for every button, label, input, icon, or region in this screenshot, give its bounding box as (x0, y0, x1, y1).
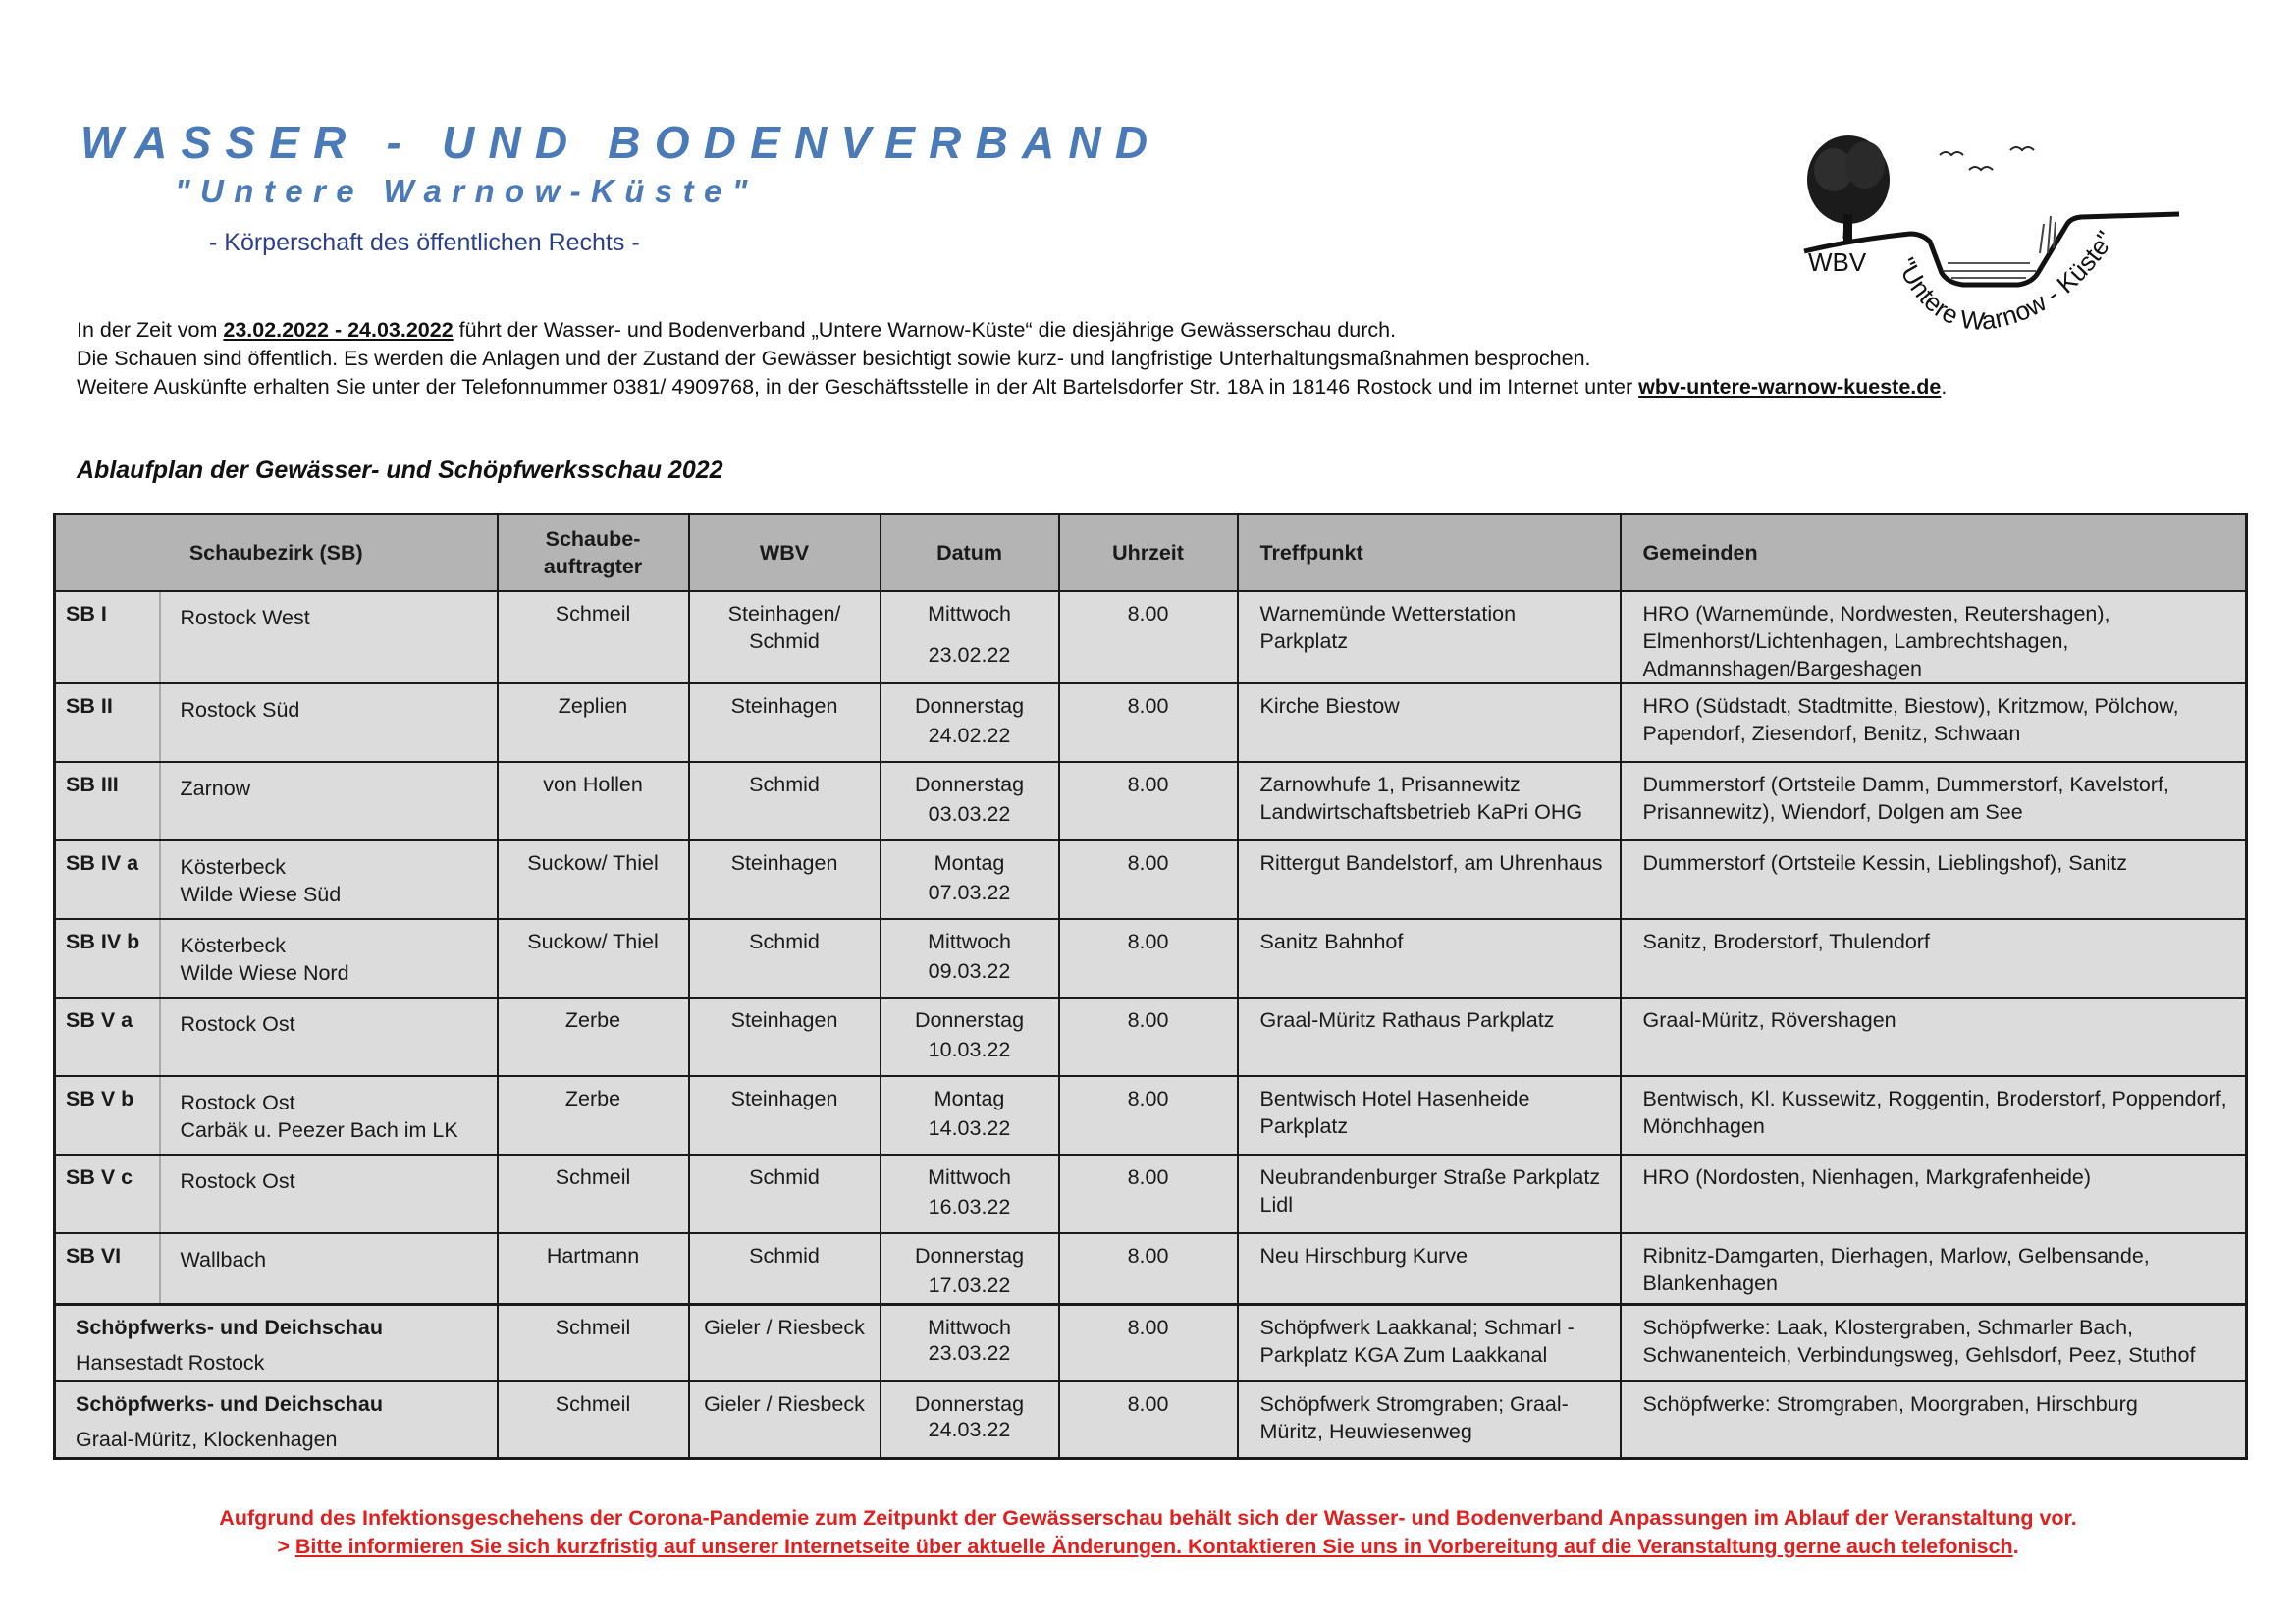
table-row (55, 998, 2247, 1076)
wbv-logo (1794, 116, 2187, 344)
org-subname: "Untere Warnow-Küste" (175, 173, 758, 209)
inspector: Suckow/ Thiel (498, 840, 689, 919)
weekday: Mittwoch (928, 602, 1011, 625)
sb-code: SB I (55, 591, 160, 683)
logo-abbr: WBV (1808, 247, 1867, 277)
pump-station-location: Hansestadt Rostock (76, 1351, 265, 1375)
sb-code: SB V b (55, 1076, 160, 1155)
legal-form: - Körperschaft des öffentlichen Rechts - (209, 229, 640, 256)
municipalities: HRO (Warnemünde, Nordwesten, Reutershagen), Elmenhorst/Lichtenhagen, Lambrechtshagen, Admannshagen/Bargeshagen (1621, 591, 2247, 683)
time: 8.00 (1059, 762, 1238, 840)
schedule-table (53, 513, 2248, 1314)
table-header-row (55, 514, 2247, 592)
weekday: Donnerstag (914, 1008, 1025, 1032)
sb-code: SB II (55, 683, 160, 762)
time: 8.00 (1059, 919, 1238, 998)
website-link[interactable]: wbv-untere-warnow-kueste.de (1638, 375, 1942, 399)
meeting-point: Sanitz Bahnhof (1238, 919, 1621, 998)
sb-code: SB V a (55, 998, 160, 1076)
meeting-point: Schöpfwerk Laakkanal; Schmarl - Parkplatz KGA Zum Laakkanal (1238, 1305, 1621, 1382)
meeting-point: Warnemünde Wetterstation Parkplatz (1238, 591, 1621, 683)
weekday: Donnerstag (914, 1392, 1025, 1416)
sb-code: SB V c (55, 1155, 160, 1233)
logo-arc-text: "Untere Warnow - Küste" (1891, 225, 2120, 337)
weekday: Montag (934, 851, 1005, 875)
col-header-auftrag: Schaube- auftragter (498, 514, 689, 592)
sb-code: SB VI (55, 1233, 160, 1313)
date: 03.03.22 (928, 802, 1011, 826)
inspector: Zerbe (498, 998, 689, 1076)
date: 17.03.22 (928, 1273, 1011, 1297)
municipalities: Bentwisch, Kl. Kussewitz, Roggentin, Broderstorf, Poppendorf, Mönchhagen (1621, 1076, 2247, 1155)
table-row (55, 683, 2247, 762)
pump-station-location: Graal-Müritz, Klockenhagen (76, 1428, 338, 1451)
sb-code: SB IV b (55, 919, 160, 998)
pump-station-heading: Schöpfwerks- und Deichschau (76, 1316, 384, 1339)
district-name: Rostock Ost (160, 998, 498, 1076)
inspector: Schmeil (498, 591, 689, 683)
inspector: Schmeil (498, 1155, 689, 1233)
table-row (55, 1076, 2247, 1155)
date-cell (881, 919, 1059, 998)
date: 24.03.22 (928, 1418, 1011, 1441)
date: 09.03.22 (928, 959, 1011, 983)
intro-line-3: Weitere Auskünfte erhalten Sie unter der Telefonnummer 0381/ 4909768, in der Geschäftsstelle in der Alt Bartelsdorfer Str. 18A in 18146 Rostock und im Internet unter wbv-untere-warnow-kueste.de. (77, 375, 1948, 399)
time: 8.00 (1059, 1305, 1238, 1382)
col-header-uhrzeit: Uhrzeit (1059, 514, 1238, 592)
date: 07.03.22 (928, 881, 1011, 904)
district-name: Rostock Ost (160, 1155, 498, 1233)
wbv-staff: Gieler / Riesbeck (689, 1305, 881, 1382)
time: 8.00 (1059, 683, 1238, 762)
schedule-title: Ablaufplan der Gewässer- und Schöpfwerksschau 2022 (77, 457, 723, 484)
date-cell (881, 1076, 1059, 1155)
tree-icon (1807, 135, 1890, 243)
table-row (55, 1381, 2247, 1459)
corona-notice (0, 1504, 2296, 1561)
municipalities: Dummerstorf (Ortsteile Damm, Dummerstorf, Kavelstorf, Prisannewitz), Wiendorf, Dolgen am See (1621, 762, 2247, 840)
meeting-point: Kirche Biestow (1238, 683, 1621, 762)
date: 10.03.22 (928, 1038, 1011, 1061)
time: 8.00 (1059, 998, 1238, 1076)
pump-station-table (53, 1303, 2248, 1460)
municipalities: Schöpfwerke: Stromgraben, Moorgraben, Hirschburg (1621, 1381, 2247, 1459)
table-row (55, 840, 2247, 919)
meeting-point: Schöpfwerk Stromgraben; Graal-Müritz, Heuwiesenweg (1238, 1381, 1621, 1459)
sb-code: SB IV a (55, 840, 160, 919)
table-row (55, 1155, 2247, 1233)
date-range: 23.02.2022 - 24.03.2022 (223, 318, 454, 342)
municipalities: HRO (Südstadt, Stadtmitte, Biestow), Kritzmow, Pölchow, Papendorf, Ziesendorf, Benitz, Schwaan (1621, 683, 2247, 762)
district-name: Rostock Ost Carbäk u. Peezer Bach im LK (160, 1076, 498, 1155)
wbv-staff: Steinhagen (689, 998, 881, 1076)
district-name: Zarnow (160, 762, 498, 840)
wbv-staff: Steinhagen (689, 683, 881, 762)
municipalities: Schöpfwerke: Laak, Klostergraben, Schmarler Bach, Schwanenteich, Verbindungsweg, Gehlsdorf, Peez, Stuthof (1621, 1305, 2247, 1382)
district-name: Kösterbeck Wilde Wiese Nord (160, 919, 498, 998)
inspector: Suckow/ Thiel (498, 919, 689, 998)
date: 24.02.22 (928, 724, 1011, 747)
weekday: Mittwoch (928, 930, 1011, 953)
district-name: Wallbach (160, 1233, 498, 1313)
inspector: Hartmann (498, 1233, 689, 1313)
meeting-point: Graal-Müritz Rathaus Parkplatz (1238, 998, 1621, 1076)
inspector: Schmeil (498, 1381, 689, 1459)
weekday: Donnerstag (914, 773, 1025, 796)
wbv-staff: Schmid (689, 762, 881, 840)
weekday: Montag (934, 1087, 1005, 1110)
municipalities: HRO (Nordosten, Nienhagen, Markgrafenheide) (1621, 1155, 2247, 1233)
municipalities: Ribnitz-Damgarten, Dierhagen, Marlow, Gelbensande, Blankenhagen (1621, 1233, 2247, 1313)
meeting-point: Neu Hirschburg Kurve (1238, 1233, 1621, 1313)
pump-station-title (55, 1381, 498, 1459)
col-header-wbv: WBV (689, 514, 881, 592)
table-row (55, 919, 2247, 998)
date-cell (881, 998, 1059, 1076)
pump-station-heading: Schöpfwerks- und Deichschau (76, 1392, 384, 1416)
date-cell (881, 1381, 1059, 1459)
district-name: Kösterbeck Wilde Wiese Süd (160, 840, 498, 919)
weekday: Donnerstag (914, 1244, 1025, 1268)
date: 14.03.22 (928, 1116, 1011, 1140)
date-cell (881, 1155, 1059, 1233)
wbv-staff: Steinhagen (689, 1076, 881, 1155)
date: 16.03.22 (928, 1195, 1011, 1218)
district-name: Rostock Süd (160, 683, 498, 762)
meeting-point: Bentwisch Hotel Hasenheide Parkplatz (1238, 1076, 1621, 1155)
time: 8.00 (1059, 1233, 1238, 1313)
municipalities: Graal-Müritz, Rövershagen (1621, 998, 2247, 1076)
table-row (55, 1305, 2247, 1382)
wbv-staff: Schmid (689, 1155, 881, 1233)
time: 8.00 (1059, 591, 1238, 683)
municipalities: Dummerstorf (Ortsteile Kessin, Lieblingshof), Sanitz (1621, 840, 2247, 919)
weekday: Mittwoch (928, 1316, 1011, 1339)
weekday: Mittwoch (928, 1165, 1011, 1189)
col-header-gemeinden: Gemeinden (1621, 514, 2247, 592)
table-row (55, 762, 2247, 840)
intro-line-1: In der Zeit vom 23.02.2022 - 24.03.2022 führt der Wasser- und Bodenverband „Untere Warnow-Küste“ die diesjährige Gewässerschau durch. (77, 318, 1397, 342)
inspector: von Hollen (498, 762, 689, 840)
meeting-point: Zarnowhufe 1, Prisannewitz Landwirtschaftsbetrieb KaPri OHG (1238, 762, 1621, 840)
intro-text (77, 316, 2236, 402)
notice-line-2: > Bitte informieren Sie sich kurzfristig auf unserer Internetseite über aktuelle Änderungen. Kontaktieren Sie uns in Vorbereitung auf die Veranstaltung gerne auch telefonisch. (277, 1535, 2019, 1558)
intro-line-2: Die Schauen sind öffentlich. Es werden die Anlagen und der Zustand der Gewässer besichtigt sowie kurz- und langfristige Unterhaltungsmaßnahmen besprochen. (77, 347, 1591, 370)
municipalities: Sanitz, Broderstorf, Thulendorf (1621, 919, 2247, 998)
wbv-staff: Schmid (689, 919, 881, 998)
inspector: Zeplien (498, 683, 689, 762)
org-name: WASSER - UND BODENVERBAND (80, 117, 1162, 168)
time: 8.00 (1059, 840, 1238, 919)
notice-line-1: Aufgrund des Infektionsgeschehens der Corona-Pandemie zum Zeitpunkt der Gewässerschau behält sich der Wasser- und Bodenverband Anpassungen im Ablauf der Veranstaltung vor. (219, 1506, 2077, 1530)
date-cell (881, 840, 1059, 919)
wbv-staff: Gieler / Riesbeck (689, 1381, 881, 1459)
table-row (55, 1233, 2247, 1313)
date: 23.02.22 (928, 643, 1011, 667)
weekday: Donnerstag (914, 694, 1025, 718)
date-cell (881, 683, 1059, 762)
wbv-staff: Steinhagen (689, 840, 881, 919)
date-cell (881, 1305, 1059, 1382)
col-header-treffpunkt: Treffpunkt (1238, 514, 1621, 592)
meeting-point: Neubrandenburger Straße Parkplatz Lidl (1238, 1155, 1621, 1233)
pump-station-title (55, 1305, 498, 1382)
date: 23.03.22 (928, 1341, 1011, 1365)
sb-code: SB III (55, 762, 160, 840)
inspector: Zerbe (498, 1076, 689, 1155)
date-cell (881, 591, 1059, 683)
date-cell (881, 1233, 1059, 1313)
wbv-staff: Schmid (689, 1233, 881, 1313)
time: 8.00 (1059, 1155, 1238, 1233)
district-name: Rostock West (160, 591, 498, 683)
time: 8.00 (1059, 1076, 1238, 1155)
wbv-staff: Steinhagen/ Schmid (689, 591, 881, 683)
col-header-bezirk: Schaubezirk (SB) (55, 514, 498, 592)
meeting-point: Rittergut Bandelstorf, am Uhrenhaus (1238, 840, 1621, 919)
time: 8.00 (1059, 1381, 1238, 1459)
date-cell (881, 762, 1059, 840)
inspector: Schmeil (498, 1305, 689, 1382)
table-row (55, 591, 2247, 683)
col-header-datum: Datum (881, 514, 1059, 592)
